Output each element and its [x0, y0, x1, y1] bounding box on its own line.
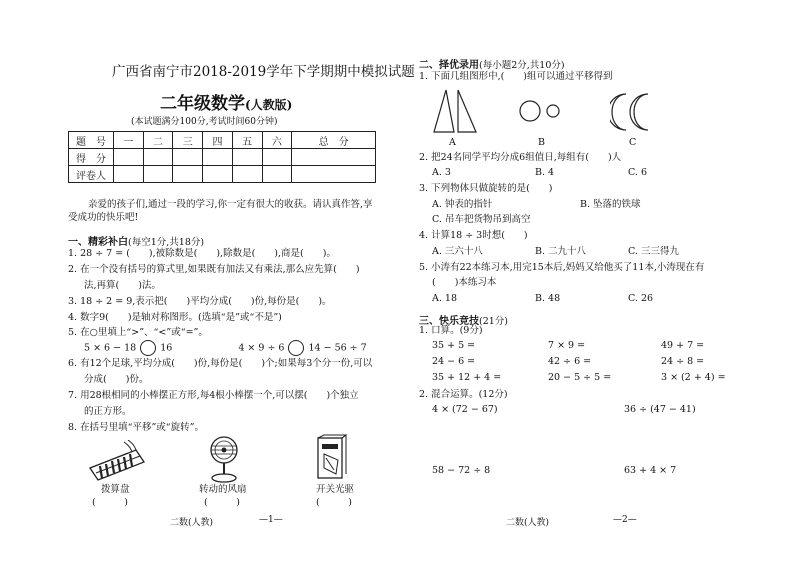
score-table-row	[69, 166, 376, 183]
question-2-2: 2. 把24名同学平均分成6组值日,每组有( )人	[419, 152, 622, 163]
crescent-pair-icon	[610, 92, 656, 132]
pic-3-blank[interactable]: ( )	[316, 497, 352, 508]
fan-icon	[206, 434, 242, 484]
option-a-label[interactable]: A	[449, 137, 456, 148]
circle-pair-icon	[517, 98, 567, 124]
abacus-icon	[86, 440, 148, 486]
question-1-6b: 分成( )份。	[84, 374, 149, 385]
q2-5-option-a[interactable]: A. 18	[432, 293, 457, 304]
question-2-3: 3. 下列物体只做旋转的是( )	[419, 183, 553, 194]
score-cell[interactable]	[262, 166, 292, 183]
calc-item: 7 × 9 =	[548, 340, 586, 351]
section-2-title: 二、择优录用	[419, 60, 479, 71]
score-cell[interactable]	[173, 149, 203, 166]
pic-2-label: 转动的风扇	[199, 484, 247, 495]
score-cell[interactable]	[232, 149, 262, 166]
question-1-1: 1. 28 ÷ 7 = ( ),被除数是( ),除数是( ),商是( )。	[68, 248, 336, 259]
q2-2-option-c[interactable]: C. 6	[628, 167, 648, 178]
question-1-4: 4. 数字9( )是轴对称图形。(选填“是”或“不是”)	[68, 312, 282, 323]
score-table-row	[69, 149, 376, 166]
question-2-5b: ( )本练习本	[432, 277, 497, 288]
optical-drive-icon	[312, 434, 348, 482]
mixed-op-3: 58 − 72 ÷ 8	[432, 465, 491, 476]
q2-3-option-c[interactable]: C. 吊车把货物吊到高空	[432, 214, 531, 225]
question-1-8: 8. 在括号里填“平移”或“旋转”。	[68, 422, 205, 433]
section-3-title: 三、快乐竞技	[419, 316, 479, 327]
pic-1-blank[interactable]: ( )	[92, 497, 128, 508]
question-1-2a: 2. 在一个没有括号的算式里,如果既有加法又有乘法,那么应先算( )	[68, 264, 360, 275]
pic-2-blank[interactable]: ( )	[204, 497, 240, 508]
score-cell[interactable]	[203, 149, 233, 166]
exam-title: 广西省南宁市2018-2019学年下学期期中模拟试题	[112, 64, 415, 80]
compare-b-right: 14 − 56 ÷ 7	[308, 342, 367, 354]
score-table	[68, 131, 376, 183]
score-header-cell: 五	[232, 132, 262, 149]
footer-right: 二数(人教)	[506, 518, 550, 528]
score-cell[interactable]	[262, 149, 292, 166]
score-cell[interactable]	[292, 166, 376, 183]
section-1-note: (每空1分,共18分)	[128, 237, 205, 248]
calc-item: 35 + 5 =	[432, 340, 476, 351]
subject-title: 二年级数学	[160, 94, 245, 114]
mixed-op-4: 63 + 4 × 7	[624, 465, 677, 476]
question-2-4: 4. 计算18 ÷ 3时想( )	[419, 230, 528, 241]
mixed-op-1: 4 × (72 − 67)	[432, 404, 498, 415]
section-1-title: 一、精彩补白	[68, 237, 128, 248]
edition-label: (人教版)	[245, 98, 293, 112]
q2-3-option-a[interactable]: A. 钟表的指针	[432, 199, 493, 210]
q2-4-option-b[interactable]: B. 二九十八	[535, 246, 587, 257]
exam-note: (本试题满分100分,考试时间60分钟)	[131, 117, 278, 127]
q2-2-option-a[interactable]: A. 3	[432, 167, 451, 178]
score-header-cell: 一	[114, 132, 144, 149]
score-header-cell: 二	[143, 132, 173, 149]
score-header-cell: 三	[173, 132, 203, 149]
score-cell[interactable]	[143, 166, 173, 183]
section-2-heading	[419, 53, 565, 72]
mixed-op-2: 36 ÷ (47 − 41)	[624, 404, 696, 415]
intro-line-1: 亲爱的孩子们,通过一段的学习,你一定有很大的收获。请认真作答,享	[88, 199, 373, 210]
question-1-7a: 7. 用28根相同的小棒摆正方形,每4根小棒摆一个,可以摆( )个独立	[68, 390, 359, 401]
question-1-6a: 6. 有12个足球,平均分成( )份,每份是( )个;如果每3个分一份,可以	[68, 358, 373, 369]
score-cell[interactable]	[114, 149, 144, 166]
calc-item: 20 − 5 ÷ 5 =	[548, 372, 612, 383]
intro-line-2: 受成功的快乐吧!	[68, 212, 139, 223]
score-row-label: 评卷人	[69, 166, 114, 183]
question-1-7b: 的正方形。	[84, 406, 132, 417]
compare-row	[84, 340, 367, 356]
section-1-heading	[68, 230, 204, 249]
footer-left: 二数(人教)	[170, 518, 214, 528]
compare-circle-b[interactable]	[288, 340, 304, 356]
q2-4-option-a[interactable]: A. 三六十八	[432, 246, 483, 257]
q2-2-option-b[interactable]: B. 4	[535, 167, 555, 178]
page-number-right: —2—	[613, 515, 637, 525]
option-c-label[interactable]: C	[629, 137, 637, 148]
section-3-note: (21分)	[479, 316, 509, 327]
question-3-1: 1. 口算。(9分)	[419, 325, 483, 336]
score-cell[interactable]	[114, 166, 144, 183]
score-header-cell: 六	[262, 132, 292, 149]
option-b-label[interactable]: B	[538, 137, 545, 148]
pic-1-label: 拨算盘	[101, 484, 130, 495]
compare-b-left: 4 × 9 ÷ 6	[238, 342, 285, 354]
score-cell[interactable]	[173, 166, 203, 183]
calc-item: 49 + 7 =	[661, 340, 705, 351]
question-3-2: 2. 混合运算。(12分)	[419, 389, 508, 400]
compare-a-right: 16	[160, 342, 173, 354]
compare-circle-a[interactable]	[140, 340, 156, 356]
score-cell[interactable]	[203, 166, 233, 183]
pic-3-label: 开关光驱	[316, 484, 355, 495]
score-table-header-row	[69, 132, 376, 149]
compare-a-left: 5 × 6 − 18	[84, 342, 137, 354]
score-header-cell: 四	[203, 132, 233, 149]
question-1-3: 3. 18 ÷ 2 = 9,表示把( )平均分成( )份,每份是( )。	[68, 296, 332, 307]
q2-5-option-c[interactable]: C. 26	[628, 293, 654, 304]
calc-item: 24 − 6 =	[432, 356, 476, 367]
page-subtitle	[160, 89, 292, 114]
calc-item: 42 ÷ 6 =	[548, 356, 592, 367]
q2-5-option-b[interactable]: B. 48	[535, 293, 561, 304]
score-row-label: 得 分	[69, 149, 114, 166]
calc-item: 3 × (2 + 4) =	[661, 372, 726, 383]
triangle-pair-icon	[432, 88, 482, 136]
score-header-cell: 总 分	[292, 132, 376, 149]
q2-4-option-c[interactable]: C. 三三得九	[628, 246, 679, 257]
score-cell[interactable]	[143, 149, 173, 166]
page-number-left: —1—	[259, 515, 283, 525]
calc-item: 35 + 12 + 4 =	[432, 372, 502, 383]
score-cell[interactable]	[292, 149, 376, 166]
score-header-cell: 题 号	[69, 132, 114, 149]
question-1-5: 5. 在○里填上“>”、“<”或“=”。	[68, 327, 208, 338]
q2-3-option-b[interactable]: B. 坠落的铁球	[580, 199, 641, 210]
score-cell[interactable]	[232, 166, 262, 183]
question-2-5a: 5. 小涛有22本练习本,用完15本后,妈妈又给他买了11本,小涛现在有	[419, 262, 705, 273]
calc-item: 24 ÷ 8 =	[661, 356, 705, 367]
question-1-2b: 法,再算( )法。	[84, 280, 161, 291]
section-2-note: (每小题2分,共10分)	[479, 60, 565, 71]
question-2-1: 1. 下面几组图形中,( )组可以通过平移得到	[419, 71, 613, 82]
